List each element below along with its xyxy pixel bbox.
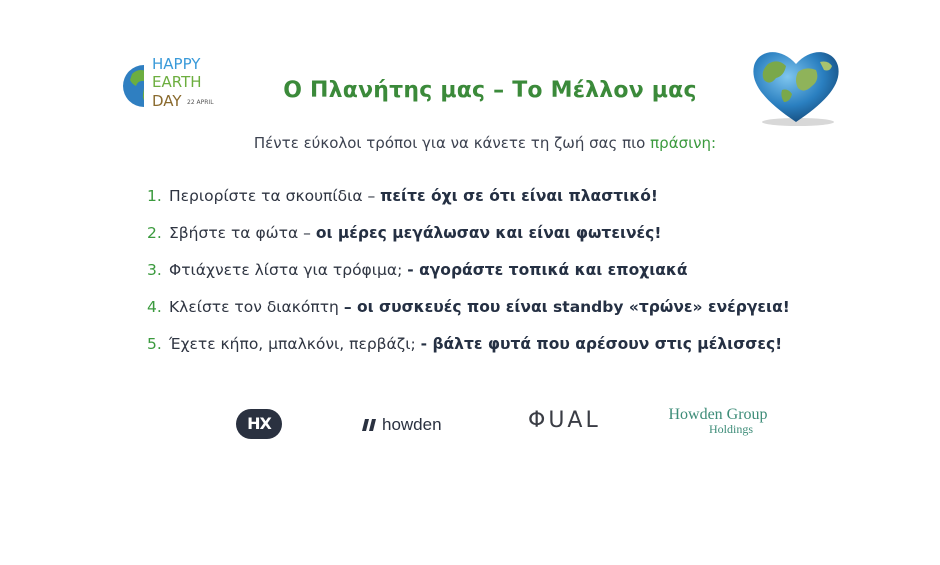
tip-number: 1. [147, 187, 162, 205]
dual-logo: ΦUAL [528, 408, 601, 433]
tip-text: Περιορίστε τα σκουπίδια – [169, 187, 381, 205]
list-item [147, 184, 790, 221]
tip-text: Σβήστε τα φώτα – [169, 224, 316, 242]
logo-day: DAY [152, 92, 182, 110]
tip-text: Κλείστε τον διακόπτη [169, 298, 344, 316]
list-item [147, 258, 790, 295]
logo-date: 22 APRIL [187, 99, 214, 106]
tip-number: 4. [147, 298, 162, 316]
tip-bold-text: - βάλτε φυτά που αρέσουν στις μέλισσες! [420, 335, 783, 353]
tip-bold-text: – οι συσκευές που είναι standby «τρώνε» ενέργεια! [343, 298, 790, 316]
howden-mark-icon [362, 419, 378, 431]
tip-bold-text: - αγοράστε τοπικά και εποχιακά [407, 261, 688, 279]
subtitle-highlight: πράσινη: [650, 134, 717, 152]
tip-number: 2. [147, 224, 162, 242]
logo-happy: HAPPY [152, 55, 201, 73]
tip-number: 3. [147, 261, 162, 279]
howden-logo [362, 412, 442, 438]
tip-text: Έχετε κήπο, μπαλκόνι, περβάζι; [169, 335, 421, 353]
tip-number: 5. [147, 335, 162, 353]
hx-logo: HX [236, 409, 282, 439]
list-item [147, 332, 790, 369]
howden-group-holdings-logo [666, 407, 770, 437]
tip-bold-text: πείτε όχι σε ότι είναι πλαστικό! [380, 187, 658, 205]
page-title: Ο Πλανήτης μας – Το Μέλλον μας [283, 78, 697, 103]
logo-earth: EARTH [152, 73, 202, 91]
subtitle-text: Πέντε εύκολοι τρόποι για να κάνετε τη ζωή σας πιο [253, 134, 651, 152]
list-item [147, 221, 790, 258]
hgh-line2: Holdings [708, 422, 753, 436]
hgh-line1: Howden Group [668, 406, 768, 423]
howden-text: howden [382, 415, 442, 434]
tips-list [147, 184, 790, 369]
tip-bold-text: οι μέρες μεγάλωσαν και είναι φωτεινές! [315, 224, 662, 242]
tip-text: Φτιάχνετε λίστα για τρόφιμα; [169, 261, 408, 279]
list-item [147, 295, 790, 332]
subtitle [0, 134, 940, 152]
